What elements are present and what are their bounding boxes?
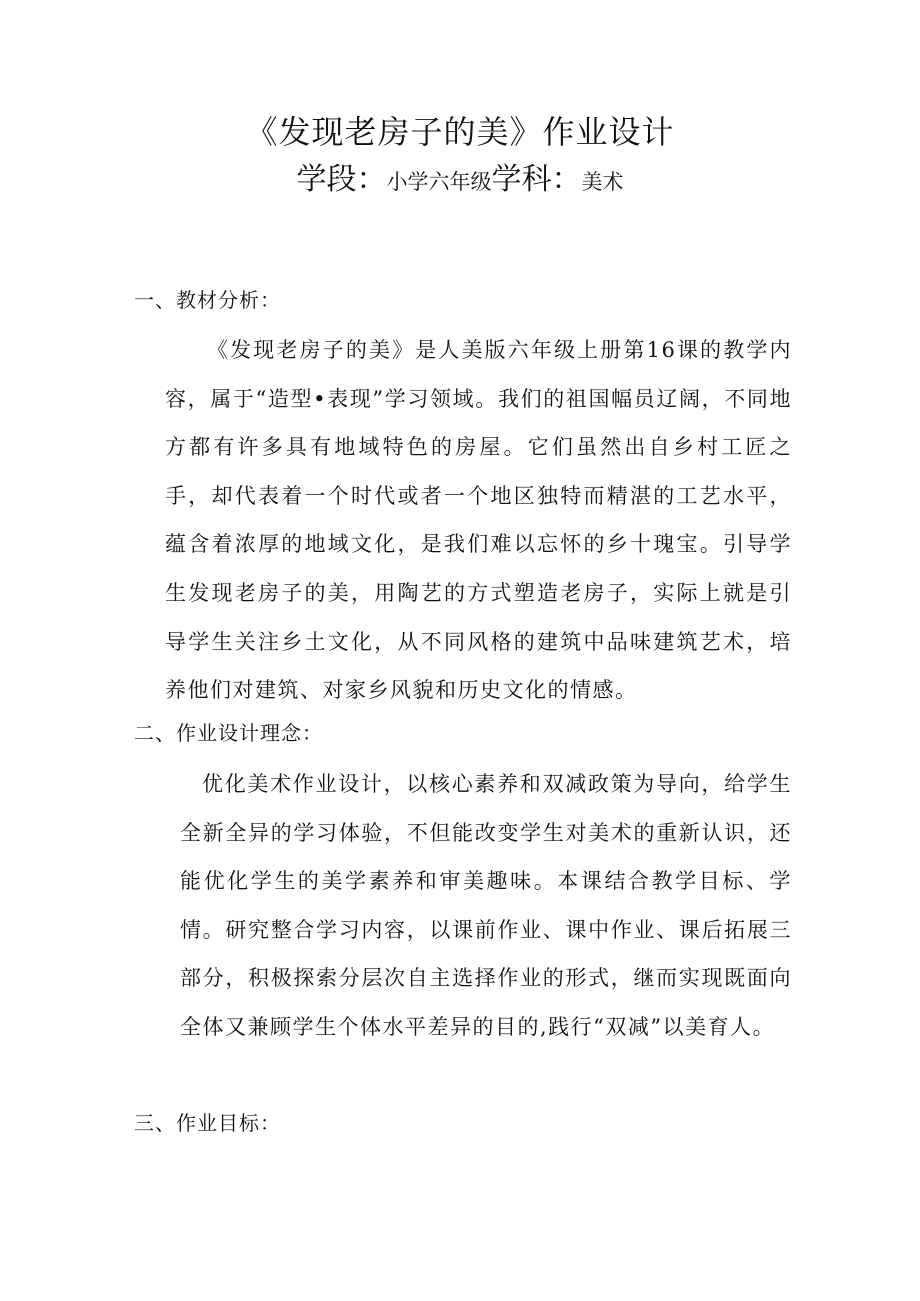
subject-value: 美术: [581, 170, 624, 194]
subject-label: 学科：: [491, 162, 582, 197]
section-heading-homework-goals: 三、作业目标：: [134, 1111, 281, 1135]
section-paragraph-textbook-analysis: 《发现老房子的美》是人美版六年级上册第16课的教学内容，属于“造型•表现”学习领域。我们的祖国幅员辽阔，不同地方都有许多具有地域特色的房屋。它们虽然出自乡村工匠之手，却代表着一个时代或者一个地区独特而精湛的工艺水平，蕴含着浓厚的地域文化，是我们难以忘怀的乡十瑰宝。引导学生发现老房子的美，用陶艺的方式塑造老房子，实际上就是引导学生关注乡土文化，从不同风格的建筑中品味建筑艺术，培养他们对建筑、对家乡风貌和历史文化的情感。: [165, 338, 792, 703]
stage-value: 小学六年级: [386, 170, 492, 194]
subtitle-line: [0, 160, 920, 204]
stage-label: 学段：: [296, 162, 387, 197]
section-paragraph-design-concept: 优化美术作业设计，以核心素养和双减政策为导向，给学生全新全异的学习体验，不但能改变学生对美术的重新认识，还能优化学生的美学素养和审美趣味。本课结合教学目标、学情。研究整合学习内容，以课前作业、课中作业、课后拓展三部分，积极探索分层次自主选择作业的形式，继而实现既面向全体又兼顾学生个体水平差异的目的,践行“双减”以美育人。: [180, 772, 792, 1039]
section-heading-design-concept: 二、作业设计理念：: [134, 721, 323, 745]
section-heading-textbook-analysis: 一、教材分析：: [134, 288, 281, 312]
document-title: 《发现老房子的美》作业设计: [245, 113, 675, 151]
